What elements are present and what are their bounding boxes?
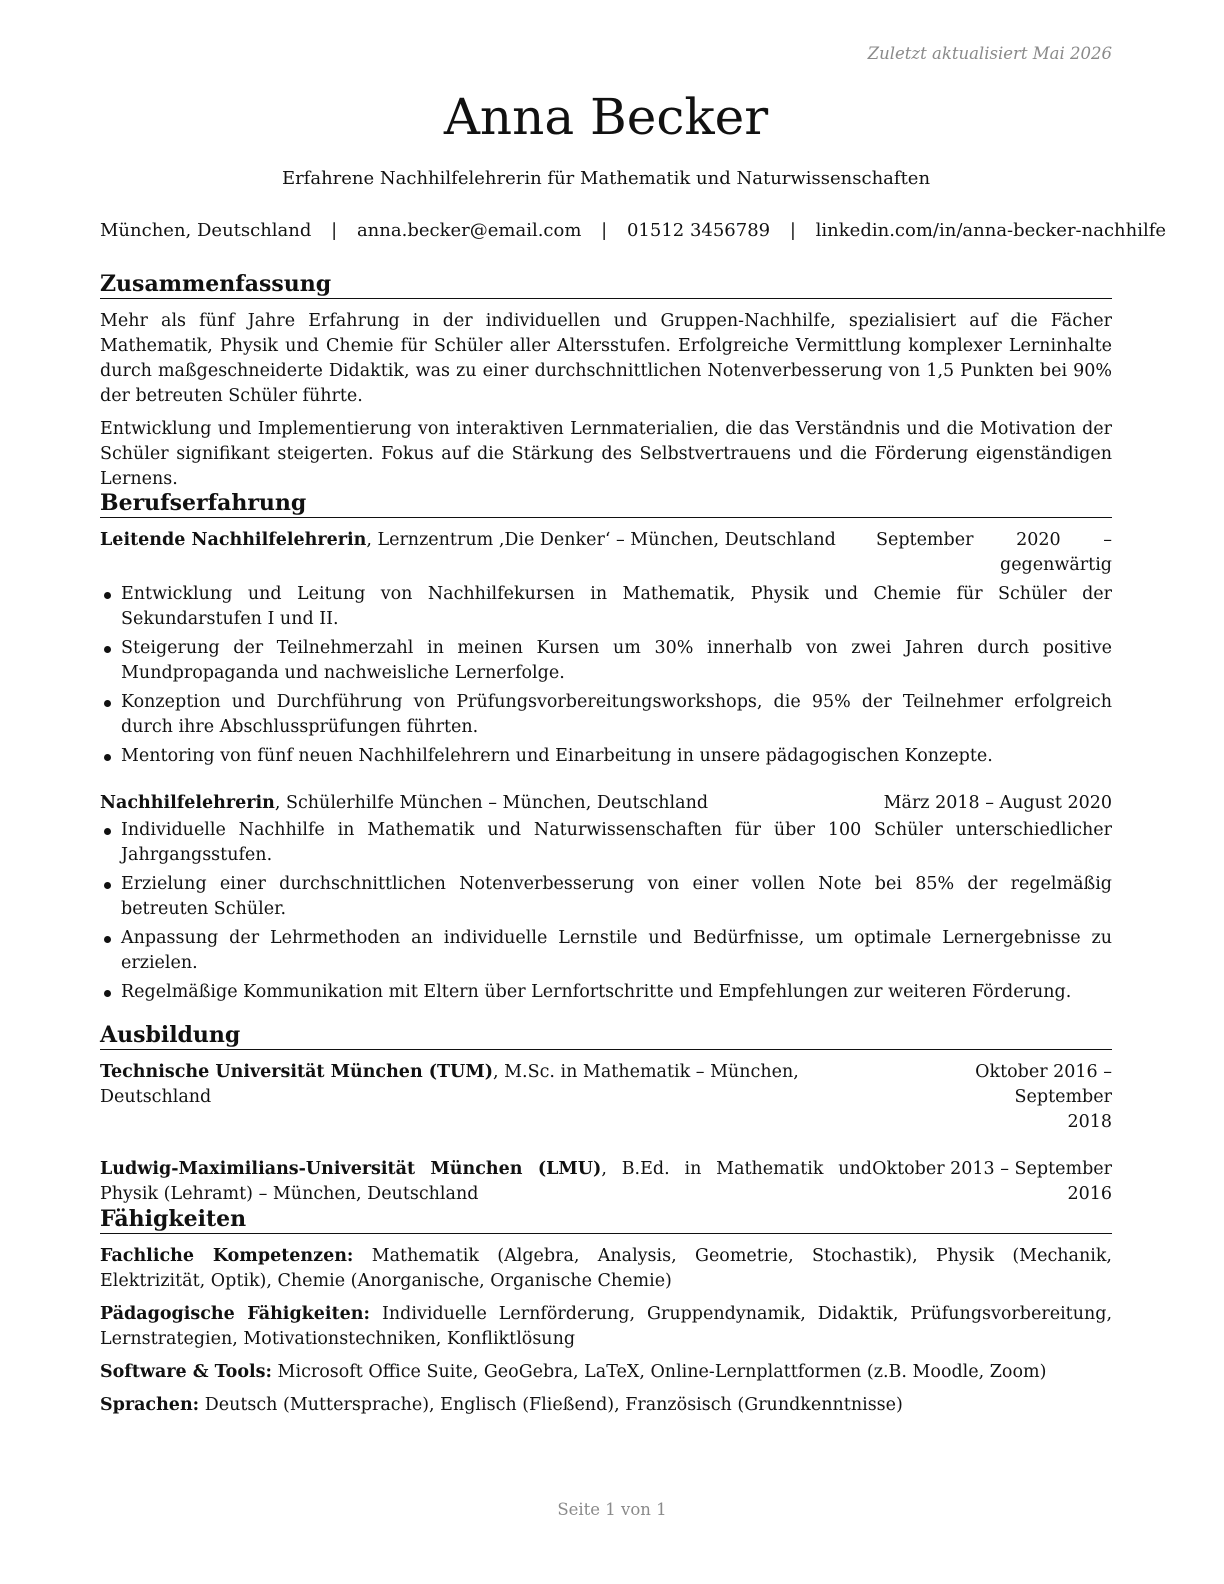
job-date: September 2020 – gegenwärtig (876, 530, 1112, 575)
education-entry (100, 1060, 1112, 1135)
contact-phone[interactable]: 01512 3456789 (626, 220, 771, 241)
skill-row (100, 1393, 1112, 1418)
summary-paragraph: Mehr als fünf Jahre Erfahrung in der individuellen und Gruppen-Nachhilfe, spezialisiert auf die Fächer Mathematik, Physik und Chemie für Schüler aller Altersstufen. Erfolgreiche Vermittlung komplexer Lerninhalte durch maßgeschneiderte Didaktik, was zu einer durchschnittlichen Notenverbesserung von 1,5 Punkten bei 90% der betreuten Schüler führte. (100, 311, 1112, 406)
resume-page (100, 0, 1167, 1584)
education-date (876, 1060, 1112, 1135)
contact-separator: | (601, 220, 608, 241)
job-date: März 2018 – August 2020 (883, 793, 1112, 813)
person-name: Anna Becker (443, 88, 769, 146)
list-item: Erzielung einer durchschnittlichen Notenverbesserung von einer vollen Note bei 85% der regelmäßig betreuten Schüler. (100, 872, 1112, 922)
date-line: Oktober 2016 – September (975, 1062, 1112, 1107)
date-line: Oktober 2013 – September (872, 1159, 1112, 1179)
contact-email[interactable]: anna.becker@email.com (356, 220, 582, 241)
section-title: Zusammenfassung (100, 270, 1112, 299)
section-title: Fähigkeiten (100, 1205, 1112, 1234)
education-date (872, 1157, 1112, 1207)
list-item: Anpassung der Lehrmethoden an individuelle Lernstile und Bedürfnisse, um optimale Lernergebnisse zu erzielen. (100, 926, 1112, 976)
skills-section (100, 1205, 1112, 1426)
skill-row (100, 1302, 1112, 1352)
list-item: Individuelle Nachhilfe in Mathematik und Naturwissenschaften für über 100 Schüler unterschiedlicher Jahrgangsstufen. (100, 818, 1112, 868)
education-institution (100, 1060, 876, 1110)
list-item: Regelmäßige Kommunikation mit Eltern über Lernfortschritte und Empfehlungen zur weiteren Förderung. (100, 980, 1112, 1005)
job-entry (100, 528, 1112, 769)
section-title: Ausbildung (100, 1021, 1112, 1050)
job-role: Nachhilfelehrerin (100, 793, 275, 813)
job-bullets (100, 582, 1112, 769)
education-section (100, 1021, 1112, 1207)
skill-row (100, 1360, 1112, 1385)
skill-text: Microsoft Office Suite, GeoGebra, LaTeX, Online-Lernplattformen (z.B. Moodle, Zoom) (271, 1362, 1047, 1382)
job-entry (100, 791, 1112, 1005)
contact-line (100, 219, 1167, 243)
skill-label: Software & Tools: (100, 1362, 272, 1382)
last-updated: Zuletzt aktualisiert Mai 2026 (867, 44, 1112, 63)
contact-location: München, Deutschland (100, 220, 312, 241)
list-item: Entwicklung und Leitung von Nachhilfekursen in Mathematik, Physik und Chemie für Schüler der Sekundarstufen I und II. (100, 582, 1112, 632)
date-line: 2018 (1067, 1112, 1112, 1132)
date-line: 2016 (1067, 1184, 1112, 1204)
job-organization: , Lernzentrum ‚Die Denker‘ – München, Deutschland (366, 530, 836, 550)
job-organization: , Schülerhilfe München – München, Deutschland (274, 793, 709, 813)
headline: Erfahrene Nachhilfelehrerin für Mathematik und Naturwissenschaften (281, 168, 931, 189)
job-bullets (100, 818, 1112, 1005)
skill-text: Deutsch (Muttersprache), Englisch (Fließend), Französisch (Grundkenntnisse) (199, 1395, 903, 1415)
school-name: Ludwig-Maximilians-Universität München (LMU) (100, 1159, 602, 1179)
contact-linkedin[interactable]: linkedin.com/in/anna-becker-nachhilfe (815, 220, 1167, 241)
degree-detail: , B.Ed. in Mathematik und Physik (Lehramt) – München, Deutschland (100, 1159, 872, 1204)
job-header (100, 791, 1112, 816)
education-entry (100, 1157, 1112, 1207)
skill-row (100, 1244, 1112, 1294)
section-title: Berufserfahrung (100, 489, 1112, 518)
job-header (100, 528, 1112, 578)
skill-label: Fachliche Kompetenzen: (100, 1246, 354, 1266)
skill-text: Individuelle Lernförderung, Gruppendynamik, Didaktik, Prüfungsvorbereitung, Lernstrategien, Motivationstechniken, Konfliktlösung (100, 1304, 1113, 1349)
job-role: Leitende Nachhilfelehrerin (100, 530, 367, 550)
skill-label: Sprachen: (100, 1395, 200, 1415)
skill-text: Mathematik (Algebra, Analysis, Geometrie, Stochastik), Physik (Mechanik, Elektrizität, Optik), Chemie (Anorganische, Organische Chemie) (100, 1246, 1112, 1291)
list-item: Konzeption und Durchführung von Prüfungsvorbereitungsworkshops, die 95% der Teilnehmer erfolgreich durch ihre Abschlussprüfungen führten. (100, 690, 1112, 740)
skill-label: Pädagogische Fähigkeiten: (100, 1304, 370, 1324)
job-title-line (100, 528, 876, 553)
school-name: Technische Universität München (TUM) (100, 1062, 493, 1082)
contact-separator: | (789, 220, 796, 241)
summary-paragraph: Entwicklung und Implementierung von interaktiven Lernmaterialien, die das Verständnis und die Motivation der Schüler signifikant steigerten. Fokus auf die Stärkung des Selbstvertrauens und die Förderung eigenständigen Lernens. (100, 419, 1112, 489)
list-item: Steigerung der Teilnehmerzahl in meinen Kursen um 30% innerhalb von zwei Jahren durch positive Mundpropaganda und nachweisliche Lernerfolge. (100, 636, 1112, 686)
education-institution (100, 1157, 872, 1207)
page-number: Seite 1 von 1 (557, 1500, 667, 1519)
experience-section (100, 489, 1112, 1009)
job-title-line (100, 791, 884, 816)
summary-section (100, 270, 1112, 500)
list-item: Mentoring von fünf neuen Nachhilfelehrern und Einarbeitung in unsere pädagogischen Konzepte. (100, 744, 1112, 769)
degree-detail: , M.Sc. in Mathematik – München, Deutschland (100, 1062, 799, 1107)
contact-separator: | (331, 220, 338, 241)
